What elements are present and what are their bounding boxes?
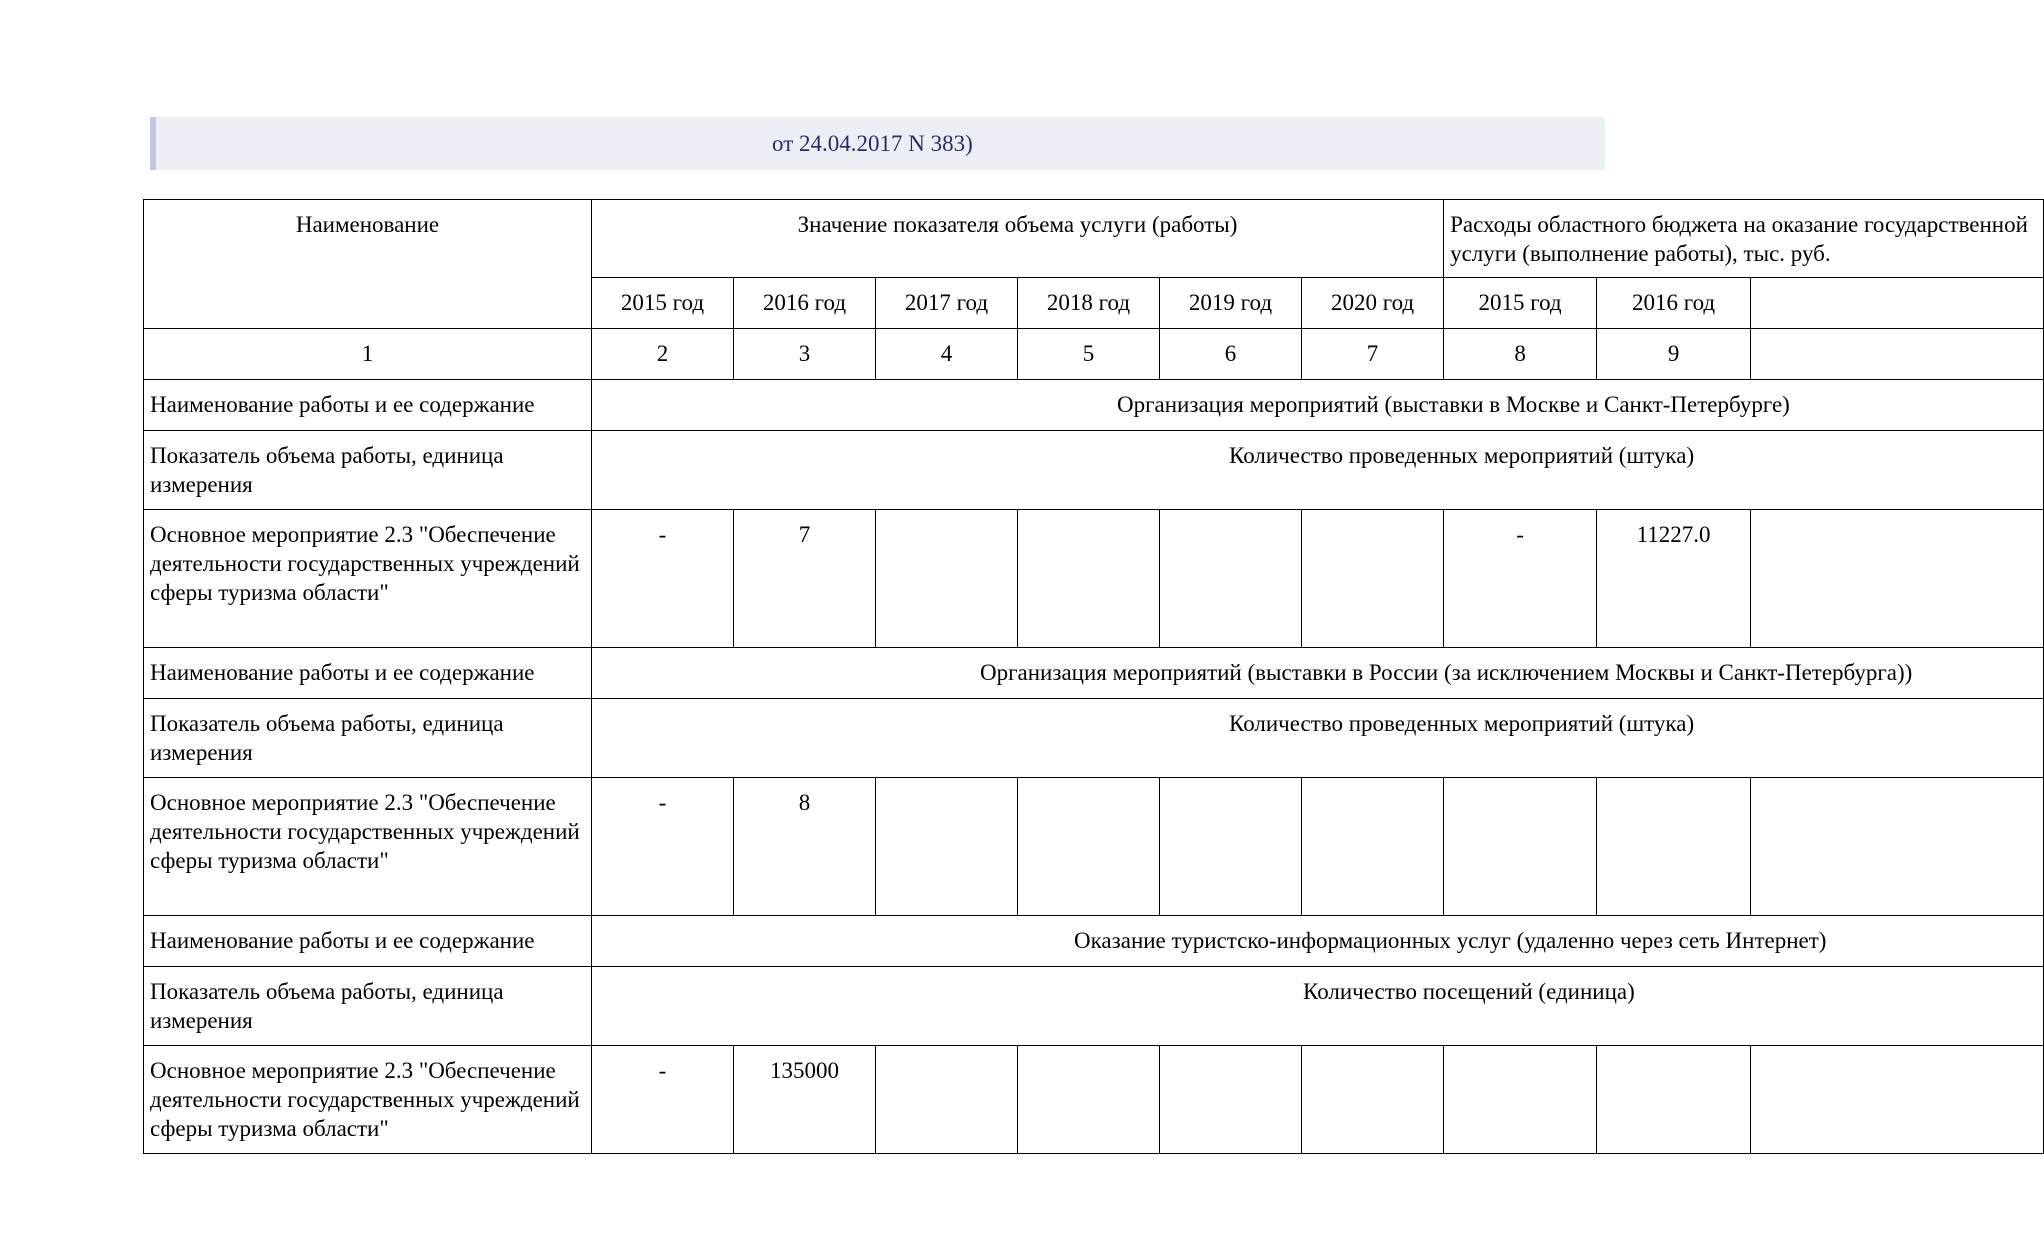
amendment-banner bbox=[150, 117, 1605, 170]
value-cell: 7 bbox=[734, 510, 876, 648]
document-table-viewport bbox=[143, 199, 2028, 1159]
value-cell-overflow bbox=[1751, 1046, 2044, 1154]
indicator-value: Количество проведенных мероприятий (штука) bbox=[1229, 711, 1695, 736]
value-cell bbox=[1018, 510, 1160, 648]
indicator-value: Количество посещений (единица) bbox=[1303, 979, 1635, 1004]
work-value: Организация мероприятий (выставки в Москве и Санкт-Петербурге) bbox=[1117, 392, 1790, 417]
amendment-text: от 24.04.2017 N 383) bbox=[772, 131, 973, 156]
value-cell: - bbox=[592, 1046, 734, 1154]
table-row bbox=[144, 510, 2044, 648]
column-number: 2 bbox=[592, 329, 734, 380]
work-row bbox=[144, 916, 2044, 967]
work-value: Организация мероприятий (выставки в России (за исключением Москвы и Санкт-Петербурга)) bbox=[980, 660, 1913, 685]
value-cell-overflow bbox=[1751, 778, 2044, 916]
value-cell bbox=[1302, 1046, 1444, 1154]
year-header: 2015 год bbox=[592, 278, 734, 329]
row-label: Основное мероприятие 2.3 "Обеспечение деятельности государственных учреждений сферы туризма области" bbox=[144, 510, 592, 648]
value-cell: - bbox=[1444, 510, 1597, 648]
year-header: 2015 год bbox=[1444, 278, 1597, 329]
work-value-cell bbox=[592, 380, 2044, 431]
work-value: Оказание туристско-информационных услуг (удаленно через сеть Интернет) bbox=[1074, 928, 1827, 953]
value-cell: 8 bbox=[734, 778, 876, 916]
column-number: 6 bbox=[1160, 329, 1302, 380]
value-cell bbox=[1160, 1046, 1302, 1154]
column-number: 3 bbox=[734, 329, 876, 380]
indicator-row bbox=[144, 967, 2044, 1046]
value-cell: - bbox=[592, 778, 734, 916]
row-label: Основное мероприятие 2.3 "Обеспечение деятельности государственных учреждений сферы туризма области" bbox=[144, 778, 592, 916]
year-header: 2017 год bbox=[876, 278, 1018, 329]
value-cell bbox=[1444, 778, 1597, 916]
value-cell bbox=[1018, 778, 1160, 916]
indicator-value-cell bbox=[592, 967, 2044, 1046]
value-cell bbox=[1597, 1046, 1751, 1154]
indicator-value-cell bbox=[592, 431, 2044, 510]
work-label: Наименование работы и ее содержание bbox=[144, 380, 592, 431]
indicator-label: Показатель объема работы, единица измерения bbox=[144, 431, 592, 510]
header-name: Наименование bbox=[144, 200, 592, 329]
value-cell bbox=[876, 778, 1018, 916]
value-cell bbox=[1018, 1046, 1160, 1154]
column-number: 9 bbox=[1597, 329, 1751, 380]
indicator-value: Количество проведенных мероприятий (штука) bbox=[1229, 443, 1695, 468]
year-header: 2020 год bbox=[1302, 278, 1444, 329]
column-number: 1 bbox=[144, 329, 592, 380]
indicator-row bbox=[144, 431, 2044, 510]
table-row bbox=[144, 1046, 2044, 1154]
indicator-label: Показатель объема работы, единица измерения bbox=[144, 967, 592, 1046]
value-cell: - bbox=[592, 510, 734, 648]
table-row bbox=[144, 778, 2044, 916]
header-expense-group: Расходы областного бюджета на оказание государственной услуги (выполнение работы), тыс. руб. bbox=[1444, 200, 2044, 278]
column-number: 8 bbox=[1444, 329, 1597, 380]
year-header: 2016 год bbox=[734, 278, 876, 329]
value-cell: 135000 bbox=[734, 1046, 876, 1154]
value-cell bbox=[1160, 510, 1302, 648]
column-number: 5 bbox=[1018, 329, 1160, 380]
work-row bbox=[144, 648, 2044, 699]
value-cell bbox=[876, 1046, 1018, 1154]
year-header: 2018 год bbox=[1018, 278, 1160, 329]
header-row-1 bbox=[144, 200, 2044, 278]
value-cell bbox=[876, 510, 1018, 648]
row-label: Основное мероприятие 2.3 "Обеспечение деятельности государственных учреждений сферы туризма области" bbox=[144, 1046, 592, 1154]
work-value-cell bbox=[592, 916, 2044, 967]
work-label: Наименование работы и ее содержание bbox=[144, 648, 592, 699]
indicator-value-cell bbox=[592, 699, 2044, 778]
value-cell bbox=[1302, 778, 1444, 916]
column-number: 4 bbox=[876, 329, 1018, 380]
value-cell: 11227.0 bbox=[1597, 510, 1751, 648]
work-value-cell bbox=[592, 648, 2044, 699]
indicator-label: Показатель объема работы, единица измерения bbox=[144, 699, 592, 778]
year-header-overflow bbox=[1751, 278, 2044, 329]
year-header: 2016 год bbox=[1597, 278, 1751, 329]
header-row-numbers bbox=[144, 329, 2044, 380]
value-cell bbox=[1444, 1046, 1597, 1154]
column-number-overflow bbox=[1751, 329, 2044, 380]
column-number: 7 bbox=[1302, 329, 1444, 380]
value-cell-overflow bbox=[1751, 510, 2044, 648]
header-volume-group: Значение показателя объема услуги (работы) bbox=[592, 200, 1444, 278]
indicator-row bbox=[144, 699, 2044, 778]
year-header: 2019 год bbox=[1160, 278, 1302, 329]
work-label: Наименование работы и ее содержание bbox=[144, 916, 592, 967]
value-cell bbox=[1597, 778, 1751, 916]
work-row bbox=[144, 380, 2044, 431]
value-cell bbox=[1160, 778, 1302, 916]
value-cell bbox=[1302, 510, 1444, 648]
service-volume-table bbox=[143, 199, 2044, 1154]
